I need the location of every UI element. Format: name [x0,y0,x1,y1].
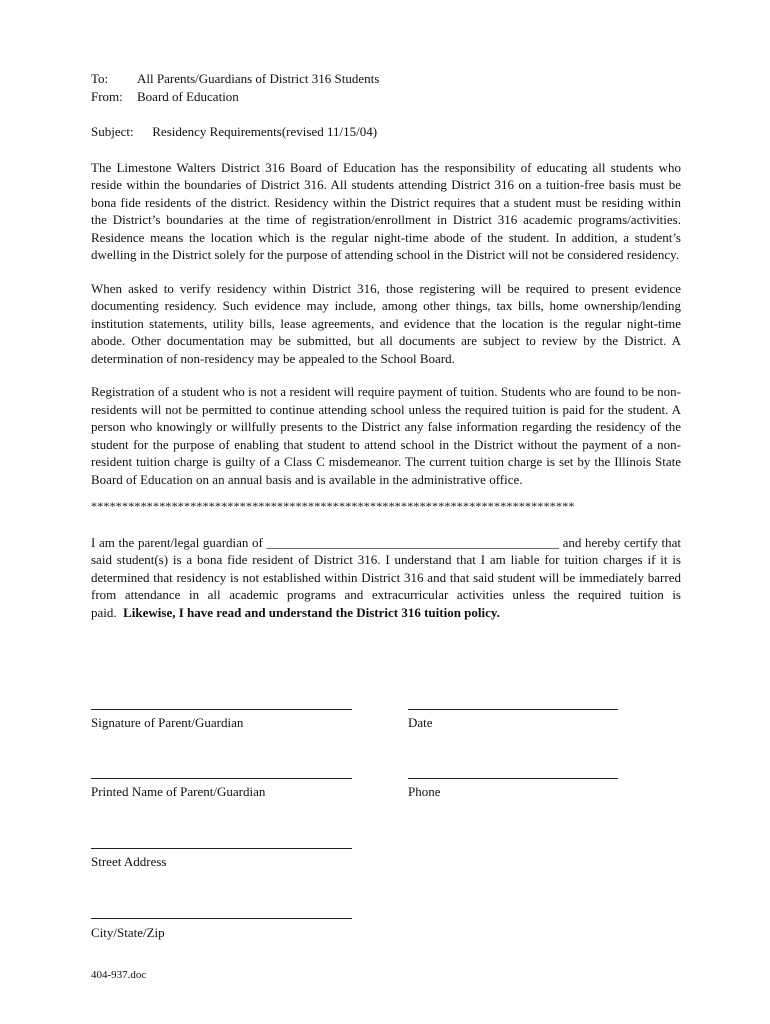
certification-text: I am the parent/legal guardian of _____________________________________________ and hereby certify that said student(s) is a bona fide resident of District 316. I understand that I am liable for tuition charges if it is determined that residency is not established within District 316 and that said student will be immediately barred from attendance in all academic programs and extracurricular activities unless the required tuition is paid. [91,534,681,620]
memo-from-value: Board of Education [137,88,239,104]
signature-line[interactable] [91,709,352,710]
memo-to-label: To: [91,71,109,86]
certification-bold-text: Likewise, I have read and understand the District 316 tuition policy. [123,604,500,620]
date-caption: Date [408,715,433,730]
printed-name-caption: Printed Name of Parent/Guardian [91,784,266,799]
certification-paragraph [91,534,681,622]
memo-to-value: All Parents/Guardians of District 316 Students [137,71,380,86]
street-address-caption: Street Address [91,854,167,869]
signature-caption: Signature of Parent/Guardian [91,715,244,730]
memo-subject-value: Residency Requirements(revised 11/15/04) [152,124,378,139]
memo-from-label: From: [91,88,123,104]
memo-subject-row [91,123,681,141]
city-state-zip-line[interactable] [91,918,352,919]
phone-line[interactable] [408,778,618,779]
body-paragraph-2: When asked to verify residency within District 316, those registering will be required to present evidence documenting residency. Such evidence may include, among other things, tax bills, home ownership/lending institution statements, utility bills, lease agreements, and evidence that the location is the regular night-time abode. Other documentation may be submitted, but all documents are subject to review by the District. A determination of non-residency may be appealed to the School Board. [91,280,681,366]
memo-from-row [91,88,681,106]
memo-document [91,70,681,621]
memo-to-row [91,70,681,88]
section-separator: ****************************************************************************** [91,499,575,513]
city-state-zip-caption: City/State/Zip [91,925,165,940]
phone-caption: Phone [408,784,441,799]
memo-subject-label: Subject: [91,124,134,139]
street-address-line[interactable] [91,848,352,849]
footer-doc-id: 404-937.doc [91,969,147,981]
body-paragraph-3: Registration of a student who is not a resident will require payment of tuition. Students who are found to be non-residents will not be permitted to continue attending school unless the required tuition is paid for the student. A person who knowingly or willfully presents to the District any false information regarding the residency of the student for the purpose of enabling that student to attend school in the District without the payment of a non-resident tuition charge is guilty of a Class C misdemeanor. The current tuition charge is set by the Illinois State Board of Education on an annual basis and is available in the administrative office. [91,384,681,487]
date-line[interactable] [408,709,618,710]
printed-name-line[interactable] [91,778,352,779]
body-paragraph-1: The Limestone Walters District 316 Board of Education has the responsibility of educating all students who reside within the boundaries of District 316. All students attending District 316 on a tuition-free basis must be bona fide residents of the district. Residency within the District requires that a student must be residing within the District’s boundaries at the time of registration/enrollment in District 316 academic programs/activities. Residence means the location which is the regular night-time abode of the student. In addition, a student’s dwelling in the District solely for the purpose of attending school in the District will not be considered residency. [91,159,681,262]
